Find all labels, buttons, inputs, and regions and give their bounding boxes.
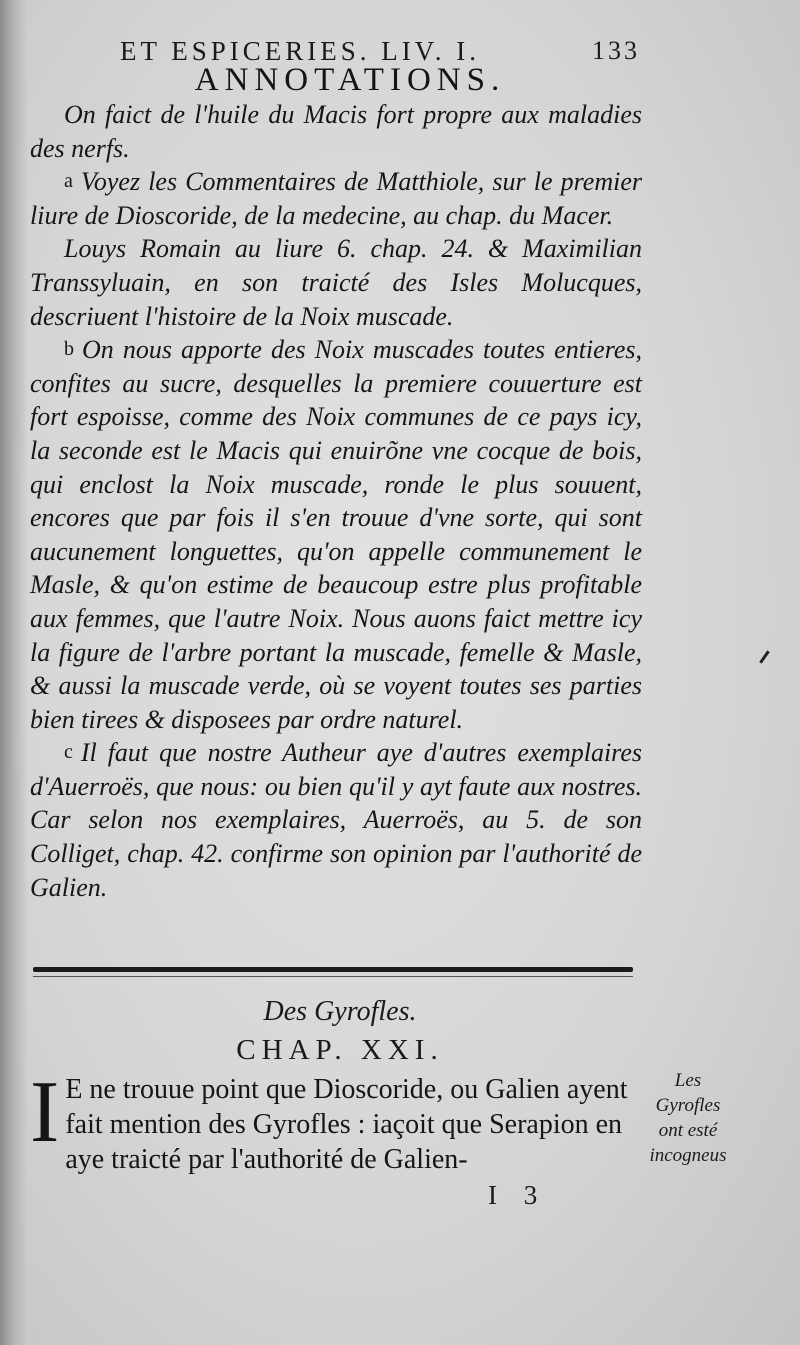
- annotation-paragraph: [30, 736, 642, 904]
- section-heading: ANNOTATIONS.: [194, 62, 506, 98]
- running-title: ET ESPICERIES. LIV. I.: [120, 36, 481, 66]
- page-gutter-shadow: [0, 0, 28, 1345]
- annotation-text: Il faut que nostre Autheur aye d'autres exemplaires d'Auerroës, que nous: ou bien qu'il y ayt faute aux nostres. Car selon nos exemplaires, Auerroës, au 5. de son Colliget, chap. 42. confirme son opinion par l'authorité de Galien.: [30, 738, 642, 902]
- chapter-label: CHAP. XXI.: [236, 1034, 444, 1066]
- chapter-subject: Des Gyrofles.: [263, 996, 417, 1027]
- annotation-text: Voyez les Commentaires de Matthiole, sur le premier liure de Dioscoride, de la medecine, au chap. du Macer.: [30, 167, 642, 230]
- annotation-text: Louys Romain au liure 6. chap. 24. & Maximilian Transsyluain, en son traicté des Isles Molucques, descriuent l'histoire de la Noix muscade.: [30, 234, 642, 331]
- annotation-paragraph: [30, 333, 642, 736]
- note-marker: c: [64, 741, 73, 764]
- annotation-paragraph: [30, 98, 642, 165]
- page-number: 133: [592, 36, 640, 65]
- signature-mark: I 3: [488, 1180, 548, 1210]
- note-marker: b: [64, 338, 74, 361]
- drop-cap: I: [30, 1064, 60, 1161]
- annotation-paragraph: [30, 232, 642, 333]
- chapter-body-text: E ne trouue point que Dioscoride, ou Galien ayent fait mention des Gyrofles : iaçoit que Serapion en aye traicté par l'authorité de Galien-: [65, 1074, 628, 1175]
- annotation-text: On faict de l'huile du Macis fort propre aux maladies des nerfs.: [30, 100, 642, 163]
- margin-note: Les Gyrofles ont esté incogneus: [649, 1070, 727, 1166]
- annotations-block: [30, 98, 642, 904]
- note-marker: a: [64, 170, 73, 193]
- ink-speck: [759, 650, 769, 663]
- chapter-body: [30, 1064, 640, 1177]
- annotation-paragraph: [30, 165, 642, 232]
- annotation-text: On nous apporte des Noix muscades toutes entieres, confites au sucre, desquelles la premiere couuerture est fort espoisse, comme des Noix communes de ce pays icy, la seconde est le Macis qui enuirõne vne cocque de bois, qui enclost la Noix muscade, ronde le plus souuent, encores que par fois il s'en trouue d'vne sorte, qui sont aucunement longuettes, qu'on appelle communement le Masle, & qu'on estime de beaucoup estre plus profitable aux femmes, que l'autre Noix. Nous auons faict mettre icy la figure de l'arbre portant la muscade, femelle & Masle, & aussi la muscade verde, où se voyent toutes ses parties bien tirees & disposees par ordre naturel.: [30, 335, 642, 734]
- section-divider-rule: [33, 967, 633, 972]
